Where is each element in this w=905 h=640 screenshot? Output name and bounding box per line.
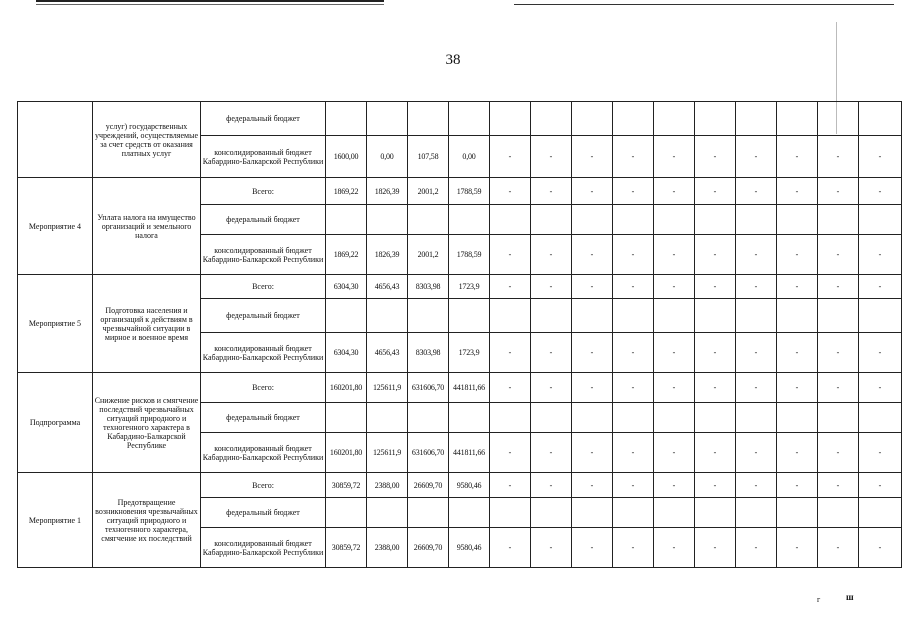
dash-cell: -	[490, 373, 531, 403]
dash-cell: -	[613, 136, 654, 178]
dash-cell: -	[531, 275, 572, 299]
budget-label-federal: федеральный бюджет	[201, 498, 326, 528]
value-cell: 9580,46	[449, 528, 490, 568]
budget-label-federal: федеральный бюджет	[201, 205, 326, 235]
dash-cell	[695, 205, 736, 235]
dash-cell: -	[654, 433, 695, 473]
dash-cell	[818, 205, 859, 235]
value-cell: 160201,80	[326, 373, 367, 403]
value-cell	[367, 498, 408, 528]
dash-cell	[490, 205, 531, 235]
value-cell	[367, 299, 408, 333]
value-cell: 6304,30	[326, 275, 367, 299]
dash-cell: -	[572, 275, 613, 299]
value-cell	[326, 299, 367, 333]
dash-cell	[859, 299, 902, 333]
program-label: Подпрограмма	[18, 373, 93, 473]
budget-label-federal: федеральный бюджет	[201, 299, 326, 333]
dash-cell: -	[695, 528, 736, 568]
dash-cell: -	[490, 433, 531, 473]
dash-cell	[490, 498, 531, 528]
dash-cell: -	[777, 235, 818, 275]
dash-cell: -	[654, 373, 695, 403]
measure-name: Снижение рисков и смягчение последствий чрезвычайных ситуаций природного и техногенного характера в Кабардино-Балкарской Республике	[93, 373, 201, 473]
dash-cell	[736, 403, 777, 433]
dash-cell: -	[490, 275, 531, 299]
budget-table	[17, 101, 902, 568]
budget-label-total: Всего:	[201, 178, 326, 205]
value-cell: 0,00	[367, 136, 408, 178]
dash-cell: -	[777, 178, 818, 205]
dash-cell: -	[777, 433, 818, 473]
dash-cell	[859, 403, 902, 433]
table-row	[18, 102, 902, 136]
dash-cell: -	[695, 235, 736, 275]
measure-name: Предотвращение возникновения чрезвычайных ситуаций природного и техногенного характера, смягчение их последствий	[93, 473, 201, 568]
dash-cell	[818, 403, 859, 433]
value-cell: 30859,72	[326, 528, 367, 568]
dash-cell: -	[531, 333, 572, 373]
value-cell: 1723,9	[449, 333, 490, 373]
dash-cell: -	[859, 275, 902, 299]
dash-cell	[818, 299, 859, 333]
dash-cell: -	[613, 433, 654, 473]
dash-cell	[859, 205, 902, 235]
value-cell	[408, 205, 449, 235]
value-cell	[449, 299, 490, 333]
footer-mark: ш	[846, 592, 854, 602]
program-label: Мероприятие 4	[18, 178, 93, 275]
dash-cell	[777, 498, 818, 528]
dash-cell: -	[736, 433, 777, 473]
dash-cell: -	[531, 136, 572, 178]
value-cell: 160201,80	[326, 433, 367, 473]
dash-cell	[695, 498, 736, 528]
measure-name: Уплата налога на имущество организаций и земельного налога	[93, 178, 201, 275]
dash-cell: -	[736, 178, 777, 205]
dash-cell: -	[572, 136, 613, 178]
table-row	[18, 473, 902, 498]
dash-cell: -	[572, 473, 613, 498]
dash-cell	[572, 299, 613, 333]
value-cell	[449, 498, 490, 528]
value-cell: 8303,98	[408, 275, 449, 299]
value-cell	[367, 205, 408, 235]
dash-cell: -	[654, 235, 695, 275]
value-cell: 107,58	[408, 136, 449, 178]
dash-cell	[572, 403, 613, 433]
dash-cell: -	[818, 373, 859, 403]
budget-label-consolidated: консолидированный бюджет Кабардино-Балкарской Республики	[201, 433, 326, 473]
dash-cell: -	[490, 333, 531, 373]
value-cell: 30859,72	[326, 473, 367, 498]
dash-cell: -	[695, 136, 736, 178]
budget-label-consolidated: консолидированный бюджет Кабардино-Балкарской Республики	[201, 333, 326, 373]
value-cell	[449, 403, 490, 433]
program-label: Мероприятие 1	[18, 473, 93, 568]
dash-cell: -	[777, 333, 818, 373]
dash-cell	[777, 403, 818, 433]
dash-cell: -	[572, 333, 613, 373]
dash-cell: -	[654, 275, 695, 299]
top-rule	[36, 0, 384, 2]
dash-cell	[613, 102, 654, 136]
dash-cell: -	[490, 178, 531, 205]
top-rule-thin	[36, 4, 384, 5]
dash-cell	[736, 299, 777, 333]
value-cell: 4656,43	[367, 333, 408, 373]
dash-cell: -	[859, 528, 902, 568]
dash-cell: -	[695, 433, 736, 473]
table-row	[18, 275, 902, 299]
dash-cell	[531, 205, 572, 235]
dash-cell: -	[572, 373, 613, 403]
dash-cell: -	[818, 433, 859, 473]
value-cell: 0,00	[449, 136, 490, 178]
value-cell: 1869,22	[326, 235, 367, 275]
value-cell: 125611,9	[367, 433, 408, 473]
dash-cell: -	[736, 136, 777, 178]
dash-cell	[613, 498, 654, 528]
dash-cell	[572, 205, 613, 235]
value-cell: 1788,59	[449, 178, 490, 205]
dash-cell: -	[777, 136, 818, 178]
budget-label-federal: федеральный бюджет	[201, 403, 326, 433]
dash-cell: -	[859, 136, 902, 178]
dash-cell: -	[859, 433, 902, 473]
budget-label-total: Всего:	[201, 275, 326, 299]
dash-cell: -	[613, 333, 654, 373]
dash-cell: -	[777, 373, 818, 403]
value-cell: 4656,43	[367, 275, 408, 299]
dash-cell: -	[695, 373, 736, 403]
page-number: 38	[445, 52, 461, 68]
budget-label-consolidated: консолидированный бюджет Кабардино-Балкарской Республики	[201, 136, 326, 178]
dash-cell	[695, 102, 736, 136]
dash-cell: -	[859, 373, 902, 403]
top-rule-right	[514, 4, 894, 5]
dash-cell	[736, 205, 777, 235]
value-cell: 1826,39	[367, 235, 408, 275]
dash-cell: -	[654, 528, 695, 568]
dash-cell: -	[818, 333, 859, 373]
dash-cell: -	[736, 528, 777, 568]
dash-cell	[859, 498, 902, 528]
dash-cell: -	[777, 528, 818, 568]
dash-cell	[695, 299, 736, 333]
budget-label-total: Всего:	[201, 473, 326, 498]
dash-cell: -	[613, 373, 654, 403]
dash-cell: -	[613, 528, 654, 568]
value-cell: 2001,2	[408, 178, 449, 205]
dash-cell: -	[695, 333, 736, 373]
dash-cell	[613, 205, 654, 235]
dash-cell: -	[736, 333, 777, 373]
dash-cell	[613, 299, 654, 333]
dash-cell: -	[613, 178, 654, 205]
value-cell: 1723,9	[449, 275, 490, 299]
dash-cell	[490, 102, 531, 136]
measure-name: услуг) государственных учреждений, осуществляемые за счет средств от оказания платных услуг	[93, 102, 201, 178]
dash-cell	[777, 205, 818, 235]
value-cell	[408, 299, 449, 333]
dash-cell: -	[859, 235, 902, 275]
dash-cell	[654, 498, 695, 528]
value-cell: 125611,9	[367, 373, 408, 403]
dash-cell: -	[859, 473, 902, 498]
dash-cell: -	[736, 235, 777, 275]
measure-name: Подготовка населения и организаций к действиям в чрезвычайной ситуации в мирное и военное время	[93, 275, 201, 373]
dash-cell: -	[818, 275, 859, 299]
value-cell: 1788,59	[449, 235, 490, 275]
dash-cell	[654, 205, 695, 235]
value-cell	[449, 205, 490, 235]
value-cell: 2388,00	[367, 528, 408, 568]
dash-cell: -	[736, 373, 777, 403]
dash-cell: -	[695, 178, 736, 205]
table-row	[18, 178, 902, 205]
value-cell: 9580,46	[449, 473, 490, 498]
dash-cell: -	[490, 473, 531, 498]
dash-cell	[613, 403, 654, 433]
dash-cell: -	[572, 178, 613, 205]
value-cell: 26609,70	[408, 473, 449, 498]
value-cell: 2001,2	[408, 235, 449, 275]
dash-cell: -	[531, 178, 572, 205]
budget-label-consolidated: консолидированный бюджет Кабардино-Балкарской Республики	[201, 235, 326, 275]
dash-cell: -	[613, 235, 654, 275]
value-cell	[367, 403, 408, 433]
value-cell: 631606,70	[408, 373, 449, 403]
dash-cell: -	[490, 528, 531, 568]
dash-cell: -	[818, 528, 859, 568]
dash-cell: -	[654, 178, 695, 205]
value-cell: 1826,39	[367, 178, 408, 205]
value-cell	[326, 498, 367, 528]
dash-cell: -	[777, 473, 818, 498]
dash-cell: -	[531, 373, 572, 403]
footer-mark: г	[817, 595, 821, 604]
value-cell	[326, 205, 367, 235]
value-cell: 631606,70	[408, 433, 449, 473]
value-cell: 26609,70	[408, 528, 449, 568]
dash-cell: -	[654, 473, 695, 498]
dash-cell: -	[613, 473, 654, 498]
program-label: Мероприятие 5	[18, 275, 93, 373]
dash-cell	[818, 498, 859, 528]
dash-cell: -	[736, 473, 777, 498]
dash-cell	[490, 299, 531, 333]
dash-cell: -	[531, 235, 572, 275]
value-cell: 441811,66	[449, 373, 490, 403]
dash-cell: -	[818, 136, 859, 178]
dash-cell	[859, 102, 902, 136]
value-cell: 441811,66	[449, 433, 490, 473]
dash-cell: -	[654, 333, 695, 373]
dash-cell: -	[531, 473, 572, 498]
dash-cell	[736, 102, 777, 136]
dash-cell	[695, 403, 736, 433]
dash-cell: -	[531, 528, 572, 568]
dash-cell: -	[613, 275, 654, 299]
value-cell: 6304,30	[326, 333, 367, 373]
dash-cell	[531, 498, 572, 528]
value-cell: 8303,98	[408, 333, 449, 373]
dash-cell	[736, 498, 777, 528]
table-row	[18, 373, 902, 403]
dash-cell	[777, 299, 818, 333]
program-label	[18, 102, 93, 178]
budget-label-consolidated: консолидированный бюджет Кабардино-Балкарской Республики	[201, 528, 326, 568]
dash-cell	[490, 403, 531, 433]
dash-cell: -	[572, 235, 613, 275]
value-cell	[326, 102, 367, 136]
value-cell	[326, 403, 367, 433]
dash-cell	[818, 102, 859, 136]
dash-cell	[654, 403, 695, 433]
value-cell	[449, 102, 490, 136]
budget-label-total: Всего:	[201, 373, 326, 403]
dash-cell: -	[490, 136, 531, 178]
dash-cell: -	[695, 275, 736, 299]
value-cell	[408, 498, 449, 528]
dash-cell: -	[695, 473, 736, 498]
budget-label-federal: федеральный бюджет	[201, 102, 326, 136]
dash-cell: -	[572, 528, 613, 568]
value-cell: 2388,00	[367, 473, 408, 498]
dash-cell: -	[654, 136, 695, 178]
dash-cell: -	[818, 178, 859, 205]
dash-cell: -	[531, 433, 572, 473]
value-cell	[408, 403, 449, 433]
dash-cell	[654, 102, 695, 136]
dash-cell	[531, 102, 572, 136]
dash-cell: -	[818, 473, 859, 498]
value-cell	[367, 102, 408, 136]
value-cell: 1869,22	[326, 178, 367, 205]
dash-cell: -	[777, 275, 818, 299]
dash-cell: -	[859, 178, 902, 205]
dash-cell	[654, 299, 695, 333]
dash-cell: -	[572, 433, 613, 473]
dash-cell: -	[818, 235, 859, 275]
dash-cell: -	[736, 275, 777, 299]
dash-cell: -	[490, 235, 531, 275]
dash-cell	[531, 403, 572, 433]
dash-cell: -	[859, 333, 902, 373]
value-cell: 1600,00	[326, 136, 367, 178]
value-cell	[408, 102, 449, 136]
dash-cell	[572, 498, 613, 528]
dash-cell	[531, 299, 572, 333]
dash-cell	[777, 102, 818, 136]
dash-cell	[572, 102, 613, 136]
